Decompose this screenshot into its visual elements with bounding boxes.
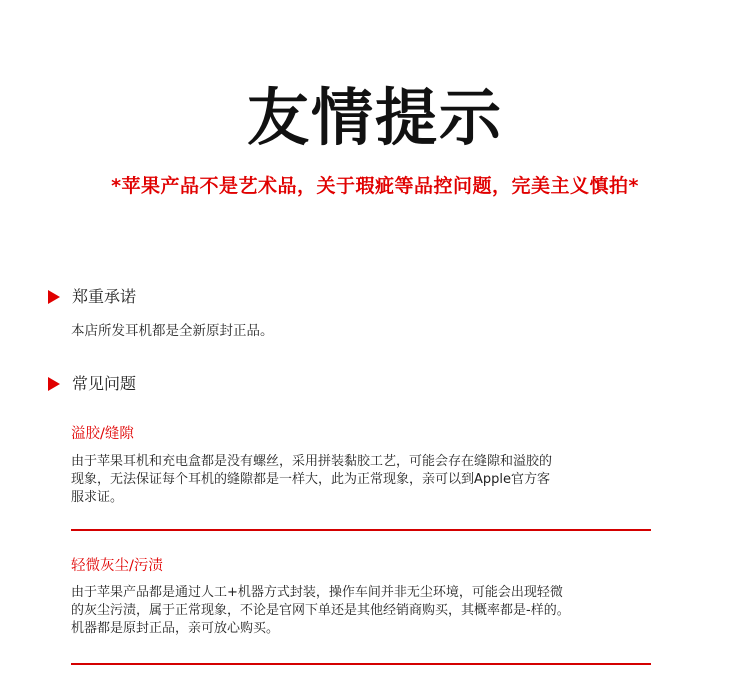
page-title: 友情提示 <box>246 81 503 154</box>
section-promise-text: 本店所发耳机都是全新原封正品。 <box>71 323 274 339</box>
faq-title-dust: 轻微灰尘/污渍 <box>71 558 163 574</box>
triangle-bullet-icon <box>48 377 60 391</box>
section-promise-label: 郑重承诺 <box>72 287 137 306</box>
faq-divider <box>71 529 651 531</box>
section-promise-header <box>48 286 136 308</box>
faq-divider <box>71 663 651 665</box>
page-subtitle: *苹果产品不是艺术品，关于瑕疵等品控问题，完美主义慎拍* <box>111 175 639 197</box>
faq-text-dust: 由于苹果产品都是通过人工+机器方式封装，操作车间并非无尘环境，可能会出现轻微 的灰尘污渍，属于正常现象，不论是官网下单还是其他经销商购买，其概率都是-样的。 机器都是原封正品，亲可放心购买。 <box>71 585 570 636</box>
triangle-bullet-icon <box>48 290 60 304</box>
section-faq-label: 常见问题 <box>72 374 137 393</box>
faq-title-glue-gap: 溢胶/缝隙 <box>71 426 134 442</box>
faq-text-glue-gap: 由于苹果耳机和充电盒都是没有螺丝，采用拼装黏胶工艺，可能会存在缝隙和溢胶的 现象，无法保证每个耳机的缝隙都是一样大，此为正常现象，亲可以到Apple官方客 服求证。 <box>71 454 553 505</box>
section-faq-header <box>48 373 136 395</box>
